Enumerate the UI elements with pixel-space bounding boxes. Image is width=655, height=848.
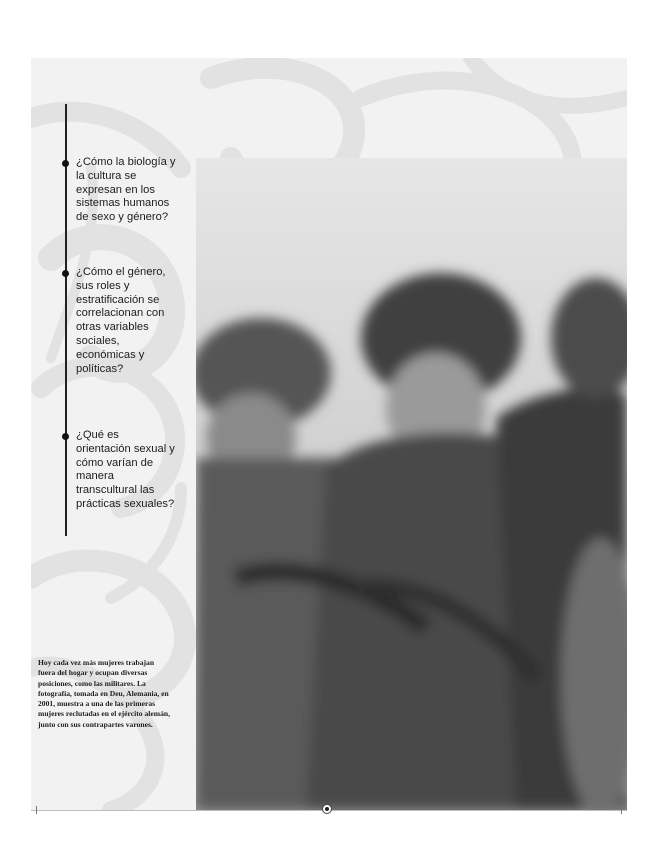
bullet-icon xyxy=(62,270,69,277)
question-2: ¿Cómo el género, sus roles y estratificación se correlacionan con otras variables sociales, económicas y políticas? xyxy=(76,266,166,375)
question-3: ¿Qué es orientación sexual y cómo varían de manera transcultural las prácticas sexuales? xyxy=(76,429,175,510)
registration-mark-icon xyxy=(322,804,332,814)
photo-caption: Hoy cada vez más mujeres trabajan fuera del hogar y ocupan diversas posiciones, como las militares. La fotografía, tomada en Deu, Alemania, en 2001, muestra a una de las primeras mujeres reclutadas en el ejército alemán, junto con sus contrapartes varones. xyxy=(38,658,171,729)
crop-mark-right xyxy=(621,806,622,814)
bullet-icon xyxy=(62,433,69,440)
crop-mark-left xyxy=(36,806,37,814)
soldiers-photo xyxy=(196,158,627,810)
vertical-rule xyxy=(65,104,67,536)
question-1: ¿Cómo la biología y la cultura se expresan en los sistemas humanos de sexo y género? xyxy=(76,156,176,224)
bullet-icon xyxy=(62,160,69,167)
